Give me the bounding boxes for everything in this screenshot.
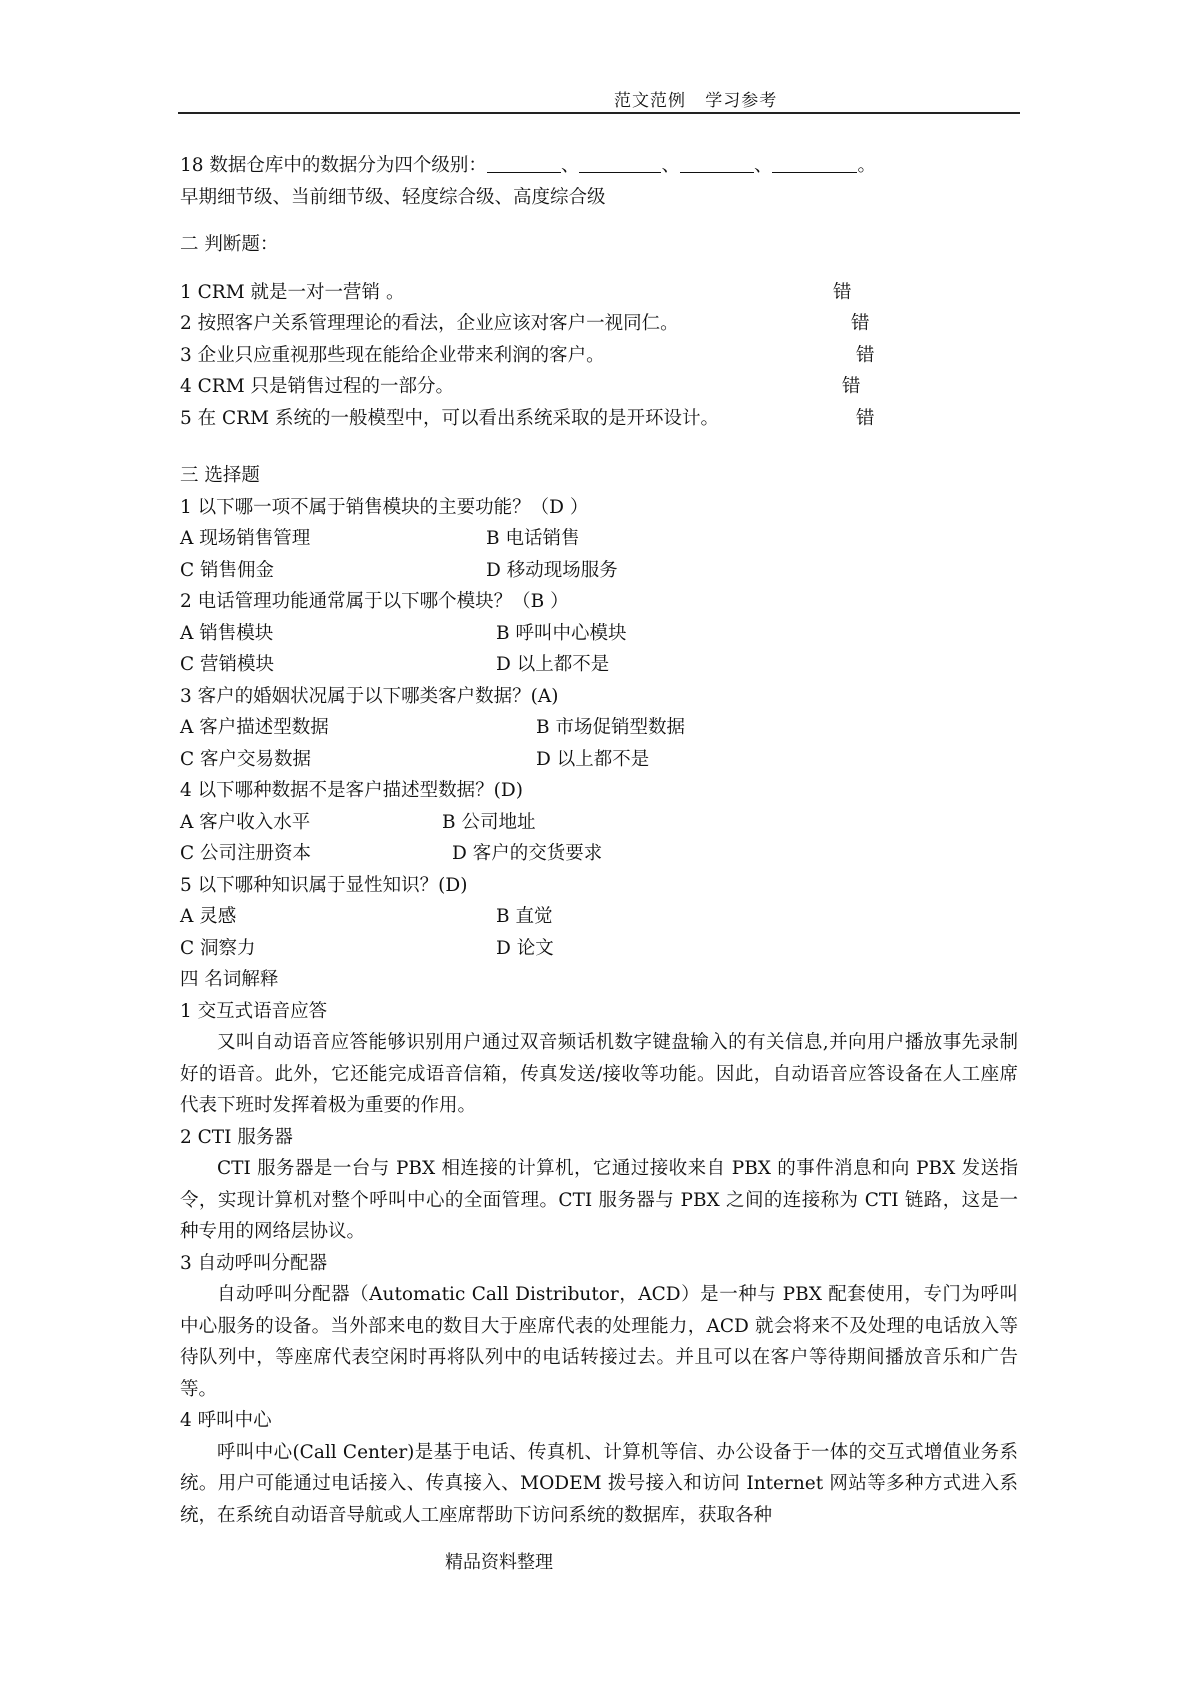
period: 。 bbox=[857, 155, 876, 176]
judgment-item bbox=[180, 277, 1018, 309]
choice-options-row bbox=[180, 901, 1018, 933]
option-b: B 直觉 bbox=[496, 906, 553, 927]
option-b: B 市场促销型数据 bbox=[536, 717, 685, 738]
judgment-text: 1 CRM 就是一对一营销 。 bbox=[180, 281, 405, 303]
choice-question: 1 以下哪一项不属于销售模块的主要功能？（D ） bbox=[180, 496, 589, 518]
option-c: C 销售佣金 bbox=[180, 559, 275, 581]
judgment-item bbox=[180, 340, 1018, 372]
choice-options-row bbox=[180, 838, 1018, 870]
option-d: D 移动现场服务 bbox=[486, 559, 618, 581]
option-d: D 以上都不是 bbox=[496, 654, 610, 675]
choice-options-row bbox=[180, 523, 1018, 555]
choice-options-row bbox=[180, 618, 1018, 650]
option-a: A 销售模块 bbox=[180, 622, 274, 644]
option-b: B 电话销售 bbox=[486, 528, 580, 549]
choice-options-row bbox=[180, 933, 1018, 965]
answer-blank bbox=[579, 152, 661, 173]
page-header bbox=[178, 84, 1020, 114]
judgment-answer: 错 bbox=[851, 313, 870, 334]
judgment-item bbox=[180, 403, 1018, 435]
choice-options-row bbox=[180, 744, 1018, 776]
option-c: C 营销模块 bbox=[180, 654, 275, 675]
separator: 、 bbox=[753, 155, 773, 176]
choice-options-row bbox=[180, 649, 1018, 681]
term-title: 1 交互式语音应答 bbox=[180, 1000, 328, 1022]
judgment-answer: 错 bbox=[833, 281, 852, 303]
option-c: C 客户交易数据 bbox=[180, 748, 312, 770]
option-a: A 灵感 bbox=[180, 906, 237, 927]
choice-question: 2 电话管理功能通常属于以下哪个模块？（B ） bbox=[180, 591, 569, 612]
term-title: 2 CTI 服务器 bbox=[180, 1126, 293, 1148]
page-footer: 精品资料整理 bbox=[445, 1552, 553, 1573]
term-definition: 又叫自动语音应答能够识别用户通过双音频话机数字键盘输入的有关信息,并向用户播放事先录制好的语音。此外，它还能完成语音信箱，传真发送/接收等功能。因此，自动语音应答设备在人工座席代表下班时发挥着极为重要的作用。 bbox=[180, 1032, 1018, 1116]
option-d: D 客户的交货要求 bbox=[452, 843, 603, 864]
option-a: A 现场销售管理 bbox=[180, 528, 311, 549]
term-title: 3 自动呼叫分配器 bbox=[180, 1252, 328, 1274]
answer-blank bbox=[680, 152, 754, 173]
section-title-terms: 四 名词解释 bbox=[180, 969, 279, 990]
option-c: C 公司注册资本 bbox=[180, 843, 312, 864]
option-b: B 公司地址 bbox=[442, 811, 536, 833]
choice-options-row bbox=[180, 712, 1018, 744]
separator: 、 bbox=[560, 155, 580, 176]
document-body bbox=[180, 150, 1018, 1531]
header-text: 范文范例 学习参考 bbox=[614, 91, 778, 111]
judgment-text: 5 在 CRM 系统的一般模型中，可以看出系统采取的是开环设计。 bbox=[180, 407, 719, 429]
option-b: B 呼叫中心模块 bbox=[496, 622, 627, 644]
answer-blank bbox=[772, 152, 857, 173]
option-a: A 客户描述型数据 bbox=[180, 717, 329, 738]
term-definition: 呼叫中心(Call Center)是基于电话、传真机、计算机等信、办公设备于一体的交互式增值业务系统。用户可能通过电话接入、传真接入、MODEM 拨号接入和访问 Internet 网站等多种方式进入系统，在系统自动语音导航或人工座席帮助下访问系统的数据库，获取各种 bbox=[180, 1441, 1018, 1526]
choice-options-row bbox=[180, 555, 1018, 587]
option-d: D 以上都不是 bbox=[536, 748, 650, 770]
option-d: D 论文 bbox=[496, 937, 554, 959]
judgment-item bbox=[180, 308, 1018, 340]
option-a: A 客户收入水平 bbox=[180, 811, 311, 833]
judgment-text: 3 企业只应重视那些现在能给企业带来利润的客户。 bbox=[180, 344, 605, 366]
judgment-item bbox=[180, 371, 1018, 403]
choice-question: 5 以下哪种知识属于显性知识？(D) bbox=[180, 874, 468, 896]
judgment-text: 4 CRM 只是销售过程的一部分。 bbox=[180, 376, 455, 397]
option-c: C 洞察力 bbox=[180, 937, 256, 959]
answer-blank bbox=[487, 152, 561, 173]
fill-in-question bbox=[180, 150, 1018, 182]
section-title-choice: 三 选择题 bbox=[180, 465, 260, 486]
judgment-answer: 错 bbox=[842, 376, 861, 397]
term-definition: 自动呼叫分配器（Automatic Call Distributor，ACD）是一种与 PBX 配套使用，专门为呼叫中心服务的设备。当外部来电的数目大于座席代表的处理能力，ACD 就会将来不及处理的电话放入等待队列中，等座席代表空闲时再将队列中的电话转接过去。并且可以在客户等待期间播放音乐和广告等。 bbox=[180, 1284, 1018, 1400]
judgment-text: 2 按照客户关系管理理论的看法，企业应该对客户一视同仁。 bbox=[180, 313, 679, 334]
choice-question: 4 以下哪种数据不是客户描述型数据？(D) bbox=[180, 780, 523, 801]
section-title-judgment: 二 判断题： bbox=[180, 234, 279, 255]
fill-in-answer: 早期细节级、当前细节级、轻度综合级、高度综合级 bbox=[180, 186, 606, 208]
judgment-answer: 错 bbox=[856, 344, 875, 366]
choice-question: 3 客户的婚姻状况属于以下哪类客户数据？(A) bbox=[180, 685, 559, 707]
choice-options-row bbox=[180, 807, 1018, 839]
judgment-answer: 错 bbox=[856, 407, 875, 429]
term-definition: CTI 服务器是一台与 PBX 相连接的计算机，它通过接收来自 PBX 的事件消息和向 PBX 发送指令，实现计算机对整个呼叫中心的全面管理。CTI 服务器与 PBX 之间的连接称为 CTI 链路，这是一种专用的网络层协议。 bbox=[180, 1158, 1018, 1242]
separator: 、 bbox=[661, 155, 680, 176]
question-text: 18 数据仓库中的数据分为四个级别： bbox=[180, 155, 487, 176]
term-title: 4 呼叫中心 bbox=[180, 1410, 272, 1431]
